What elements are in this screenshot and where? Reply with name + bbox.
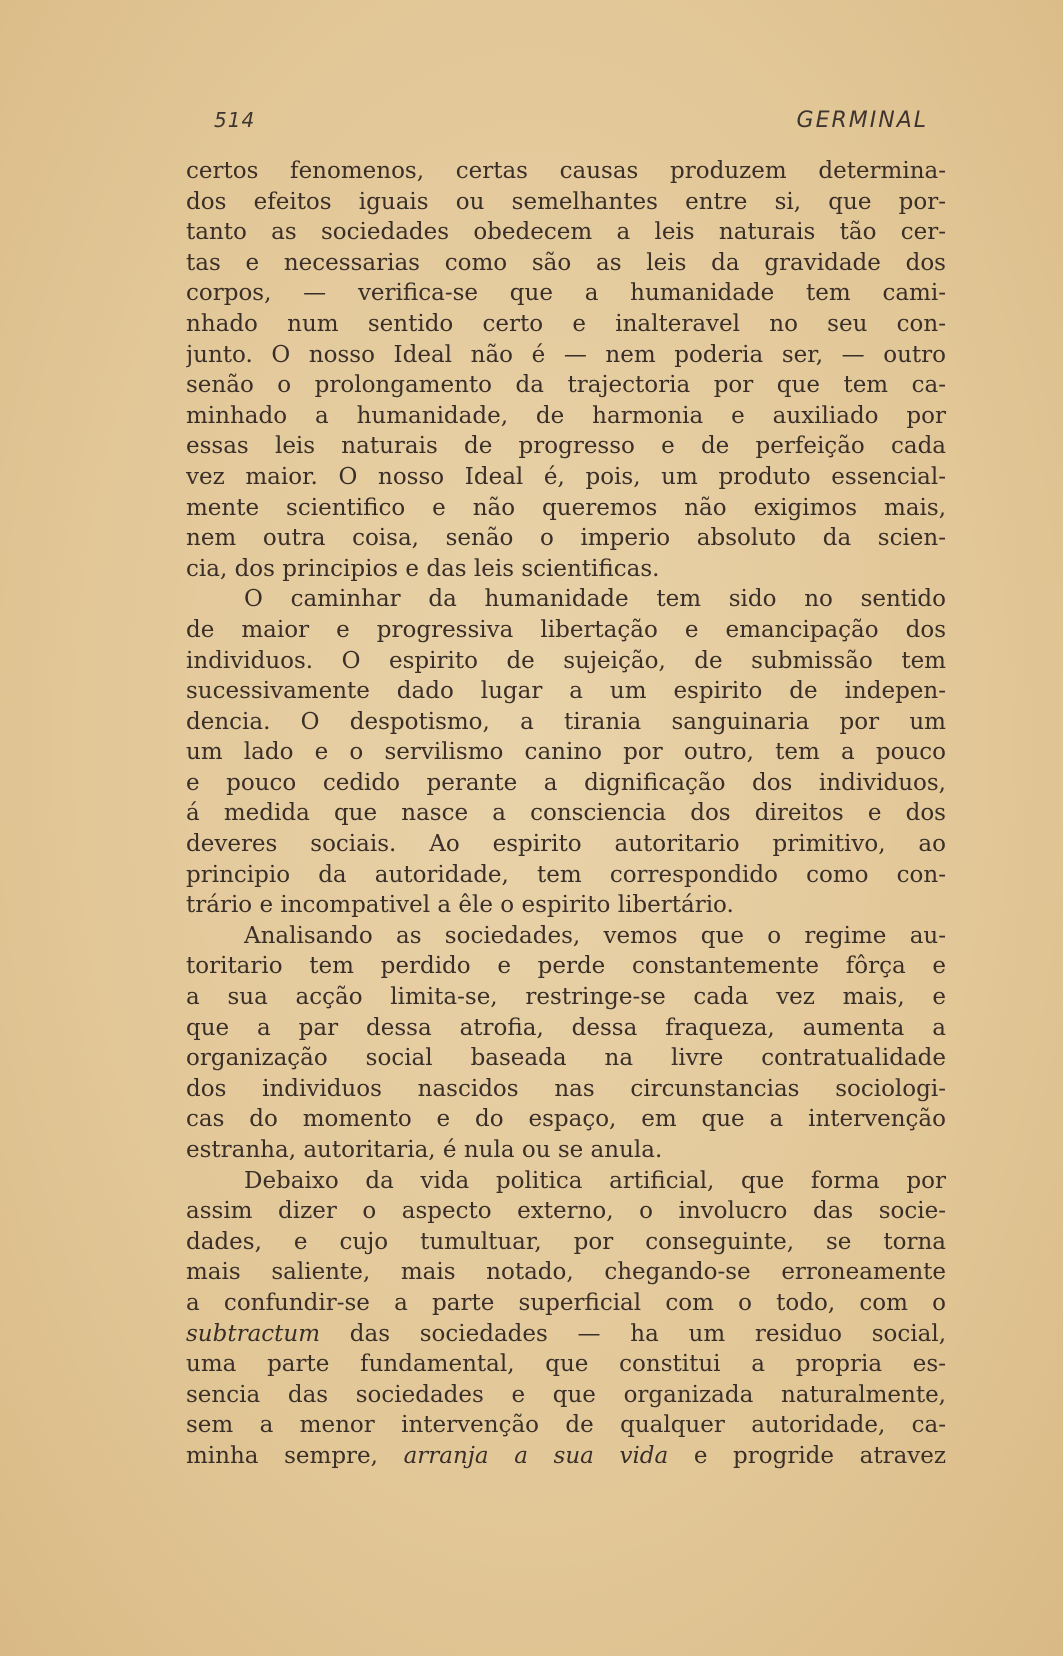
- text-line: organização social baseada na livre contratualidade: [186, 1045, 946, 1072]
- paragraph-end-line: cia, dos principios e das leis scientificas.: [186, 555, 660, 582]
- paragraph-start-line: Analisando as sociedades, vemos que o regime au-: [244, 922, 946, 949]
- page-number: 514: [214, 108, 256, 132]
- text-line: tas e necessarias como são as leis da gravidade dos: [186, 249, 946, 276]
- text-line: dos efeitos iguais ou semelhantes entre si, que por-: [186, 188, 946, 215]
- text-line: assim dizer o aspecto externo, o involucro das socie-: [186, 1198, 946, 1225]
- text-line: e pouco cedido perante a dignificação dos individuos,: [186, 769, 946, 796]
- text-segment: e progride atravez: [693, 1442, 946, 1469]
- text-line: tanto as sociedades obedecem a leis naturais tão cer-: [186, 219, 946, 246]
- text-line: um lado e o servilismo canino por outro, tem a pouco: [186, 739, 946, 766]
- text-line: dades, e cujo tumultuar, por conseguinte, se torna: [186, 1228, 946, 1255]
- text-line: certos fenomenos, certas causas produzem determina-: [186, 158, 946, 184]
- text-line: vez maior. O nosso Ideal é, pois, um produto essencial-: [186, 463, 946, 490]
- text-line: corpos, — verifica-se que a humanidade tem cami-: [186, 280, 946, 307]
- paragraph-end-line: trário e incompativel a êle o espirito libertário.: [186, 892, 734, 919]
- text-line: á medida que nasce a consciencia dos direitos e dos: [186, 800, 946, 827]
- italic-term: subtractum: [186, 1320, 321, 1347]
- text-line: cas do momento e do espaço, em que a intervenção: [186, 1106, 946, 1133]
- text-line: minhado a humanidade, de harmonia e auxiliado por: [186, 402, 946, 429]
- text-line: nhado num sentido certo e inalteravel no seu con-: [186, 310, 946, 337]
- text-segment: das sociedades — ha um residuo social,: [349, 1320, 946, 1347]
- text-line: junto. O nosso Ideal não é — nem poderia ser, — outro: [186, 341, 946, 368]
- text-line: individuos. O espirito de sujeição, de submissão tem: [186, 647, 946, 674]
- text-line: toritario tem perdido e perde constantemente fôrça e: [186, 953, 946, 980]
- paragraph-end-line: estranha, autoritaria, é nula ou se anula.: [186, 1137, 663, 1163]
- text-line: nem outra coisa, senão o imperio absoluto da scien-: [186, 525, 946, 552]
- text-line: sem a menor intervenção de qualquer autoridade, ca-: [186, 1412, 946, 1439]
- text-line: [186, 1441, 946, 1472]
- text-segment: minha sempre,: [186, 1442, 378, 1469]
- text-line: deveres sociais. Ao espirito autoritario primitivo, ao: [186, 831, 946, 858]
- text-line: sucessivamente dado lugar a um espirito de indepen-: [186, 678, 946, 705]
- text-line: a confundir-se a parte superficial com o todo, com o: [186, 1289, 946, 1316]
- text-line: principio da autoridade, tem correspondido como con-: [186, 861, 946, 888]
- text-line: mais saliente, mais notado, chegando-se erroneamente: [186, 1259, 946, 1286]
- text-line: sencia das sociedades e que organizada naturalmente,: [186, 1381, 946, 1408]
- running-head: [214, 108, 928, 144]
- text-line: senão o prolongamento da trajectoria por que tem ca-: [186, 372, 946, 399]
- journal-title: GERMINAL: [796, 108, 928, 133]
- text-line: que a par dessa atrofia, dessa fraqueza, aumenta a: [186, 1014, 946, 1041]
- paragraph-start-line: Debaixo da vida politica artificial, que forma por: [244, 1167, 946, 1194]
- text-line: uma parte fundamental, que constitui a propria es-: [186, 1351, 946, 1378]
- text-line: [186, 1319, 946, 1350]
- text-line: dos individuos nascidos nas circunstancias sociologi-: [186, 1075, 946, 1102]
- text-line: essas leis naturais de progresso e de perfeição cada: [186, 433, 946, 460]
- body-text: [186, 156, 946, 1472]
- text-line: a sua acção limita-se, restringe-se cada vez mais, e: [186, 984, 946, 1011]
- text-line: de maior e progressiva libertação e emancipação dos: [186, 616, 946, 643]
- text-line: mente scientifico e não queremos não exigimos mais,: [186, 494, 946, 521]
- paragraph-start-line: O caminhar da humanidade tem sido no sentido: [244, 586, 946, 613]
- italic-phrase: arranja a sua vida: [403, 1442, 669, 1469]
- text-line: dencia. O despotismo, a tirania sanguinaria por um: [186, 708, 946, 735]
